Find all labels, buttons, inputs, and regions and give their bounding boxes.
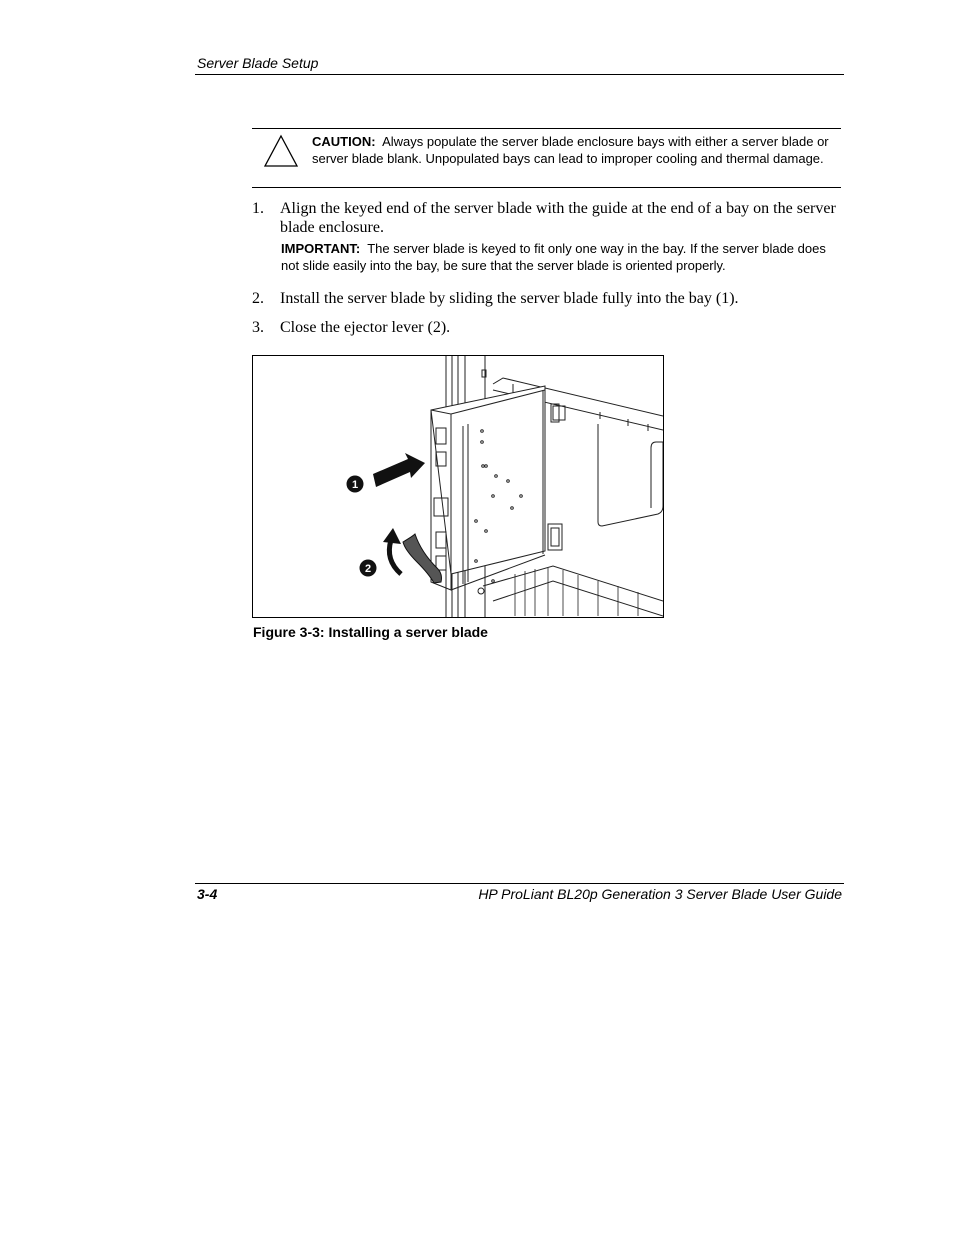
header-rule: [195, 74, 844, 75]
important-note: [281, 241, 843, 274]
step-3: [252, 318, 842, 338]
step-text: Install the server blade by sliding the server blade fully into the bay (1).: [280, 290, 739, 307]
figure-installing-server-blade: [252, 355, 664, 618]
caution-box: [252, 128, 841, 188]
server-blade-illustration: [253, 356, 663, 617]
step-text: Align the keyed end of the server blade with the guide at the end of a bay on the server blade enclosure.: [280, 200, 836, 236]
running-header: Server Blade Setup: [197, 55, 319, 71]
step-2: [252, 289, 842, 309]
callout-2-label: 2: [364, 563, 372, 575]
caution-text-block: [312, 134, 837, 167]
step-number: 3.: [252, 319, 264, 336]
important-label: IMPORTANT:: [281, 241, 361, 256]
footer-rule: [195, 883, 844, 884]
step-text: Close the ejector lever (2).: [280, 319, 451, 336]
book-title: HP ProLiant BL20p Generation 3 Server Blade User Guide: [478, 886, 842, 902]
page-number: 3-4: [197, 886, 218, 902]
caution-triangle-icon: [263, 134, 299, 168]
caution-body: Always populate the server blade enclosure bays with either a server blade or server blade blank. Unpopulated bays can lead to improper cooling and thermal damage.: [312, 134, 829, 166]
figure-caption: Figure 3-3: Installing a server blade: [253, 624, 488, 640]
step-number: 2.: [252, 290, 264, 307]
step-number: 1.: [252, 200, 264, 217]
step-1: [252, 199, 842, 239]
callout-1-label: 1: [351, 479, 359, 491]
important-body: The server blade is keyed to fit only one way in the bay. If the server blade does not slide easily into the bay, be sure that the server blade is oriented properly.: [281, 241, 826, 273]
caution-label: CAUTION:: [312, 134, 376, 149]
